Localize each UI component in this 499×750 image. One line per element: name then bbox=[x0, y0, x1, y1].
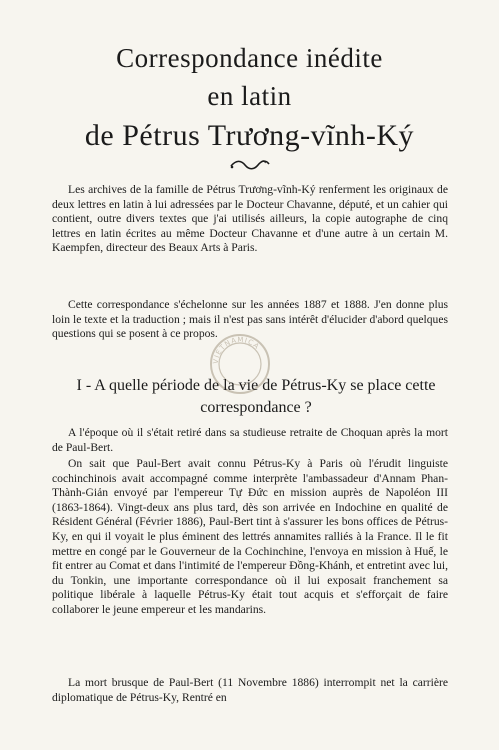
stamp-text: VIETNAMICA bbox=[211, 335, 262, 365]
section-heading: I - A quelle période de la vie de Pétrus-Ky se place cette correspondance ? bbox=[76, 377, 436, 416]
paragraph-2-text: Cette correspondance s'échelonne sur les années 1887 et 1888. J'en donne plus loin le texte et la traduction ; mais il n'est pas sans intérêt d'élucider d'abord quelques questions qui se posent à ce propos. bbox=[52, 298, 448, 341]
paragraph-4 bbox=[52, 457, 448, 618]
title-line-3: de Pétrus Trương-vĩnh-Ký bbox=[84, 119, 415, 152]
paragraph-2 bbox=[52, 298, 448, 342]
flourish-icon bbox=[228, 158, 272, 172]
paragraph-1-text: Les archives de la famille de Pétrus Trương-vĩnh-Ký renferment les originaux de deux lettres en latin à lui adressées par le Docteur Chavanne, député, et un cahier qui contient, outre divers textes que j'ai utilisés ailleurs, la copie autographe de cinq lettres en latin écrites au même Docteur Chavanne et d'une autre à un certain M. Kaempfen, directeur des Beaux Arts à Paris. bbox=[52, 183, 448, 255]
paragraph-5-text: La mort brusque de Paul-Bert (11 Novembre 1886) interrompit net la carrière diplomatique de Pétrus-Ky, Rentré en bbox=[52, 676, 448, 704]
title-line-1: Correspondance inédite bbox=[116, 43, 383, 73]
title-line-2: en latin bbox=[207, 81, 292, 111]
paragraph-4-text: On sait que Paul-Bert avait connu Pétrus-Ky à Paris où l'érudit linguiste cochinchinois avait accompagné comme interprète l'ambassadeur d'Annam Phan-Thành-Giản envoyé par l'empereur Tự Đức en mission auprès de Napoléon III (1863-1864). Vingt-deux ans plus tard, dès son arrivée en Indochine en qualité de Résident Général (Février 1886), Paul-Bert tint à s'assurer les bons offices de Pétrus-Ky, en qui il voyait le plus éminent des lettrés annamites ralliés à la France. Il le fit mettre en congé par le Gouverneur de la Cochinchine, l'envoya en mission à Huế, le fit entrer au Comat et dans l'intimité de l'empereur Đồng-Khánh, et entretint avec lui, du Tonkin, une importante correspondance où il lui exposait franchement sa politique libérale à laquelle Pétrus-Ky était tout acquis et s'efforçait de faire collaborer le jeune empereur et les mandarins. bbox=[52, 457, 448, 616]
paragraph-5 bbox=[52, 676, 448, 705]
paragraph-1 bbox=[52, 183, 448, 256]
paragraph-3 bbox=[52, 426, 448, 455]
paragraph-3-text: A l'époque où il s'était retiré dans sa studieuse retraite de Choquan après la mort de Paul-Bert. bbox=[52, 426, 448, 454]
